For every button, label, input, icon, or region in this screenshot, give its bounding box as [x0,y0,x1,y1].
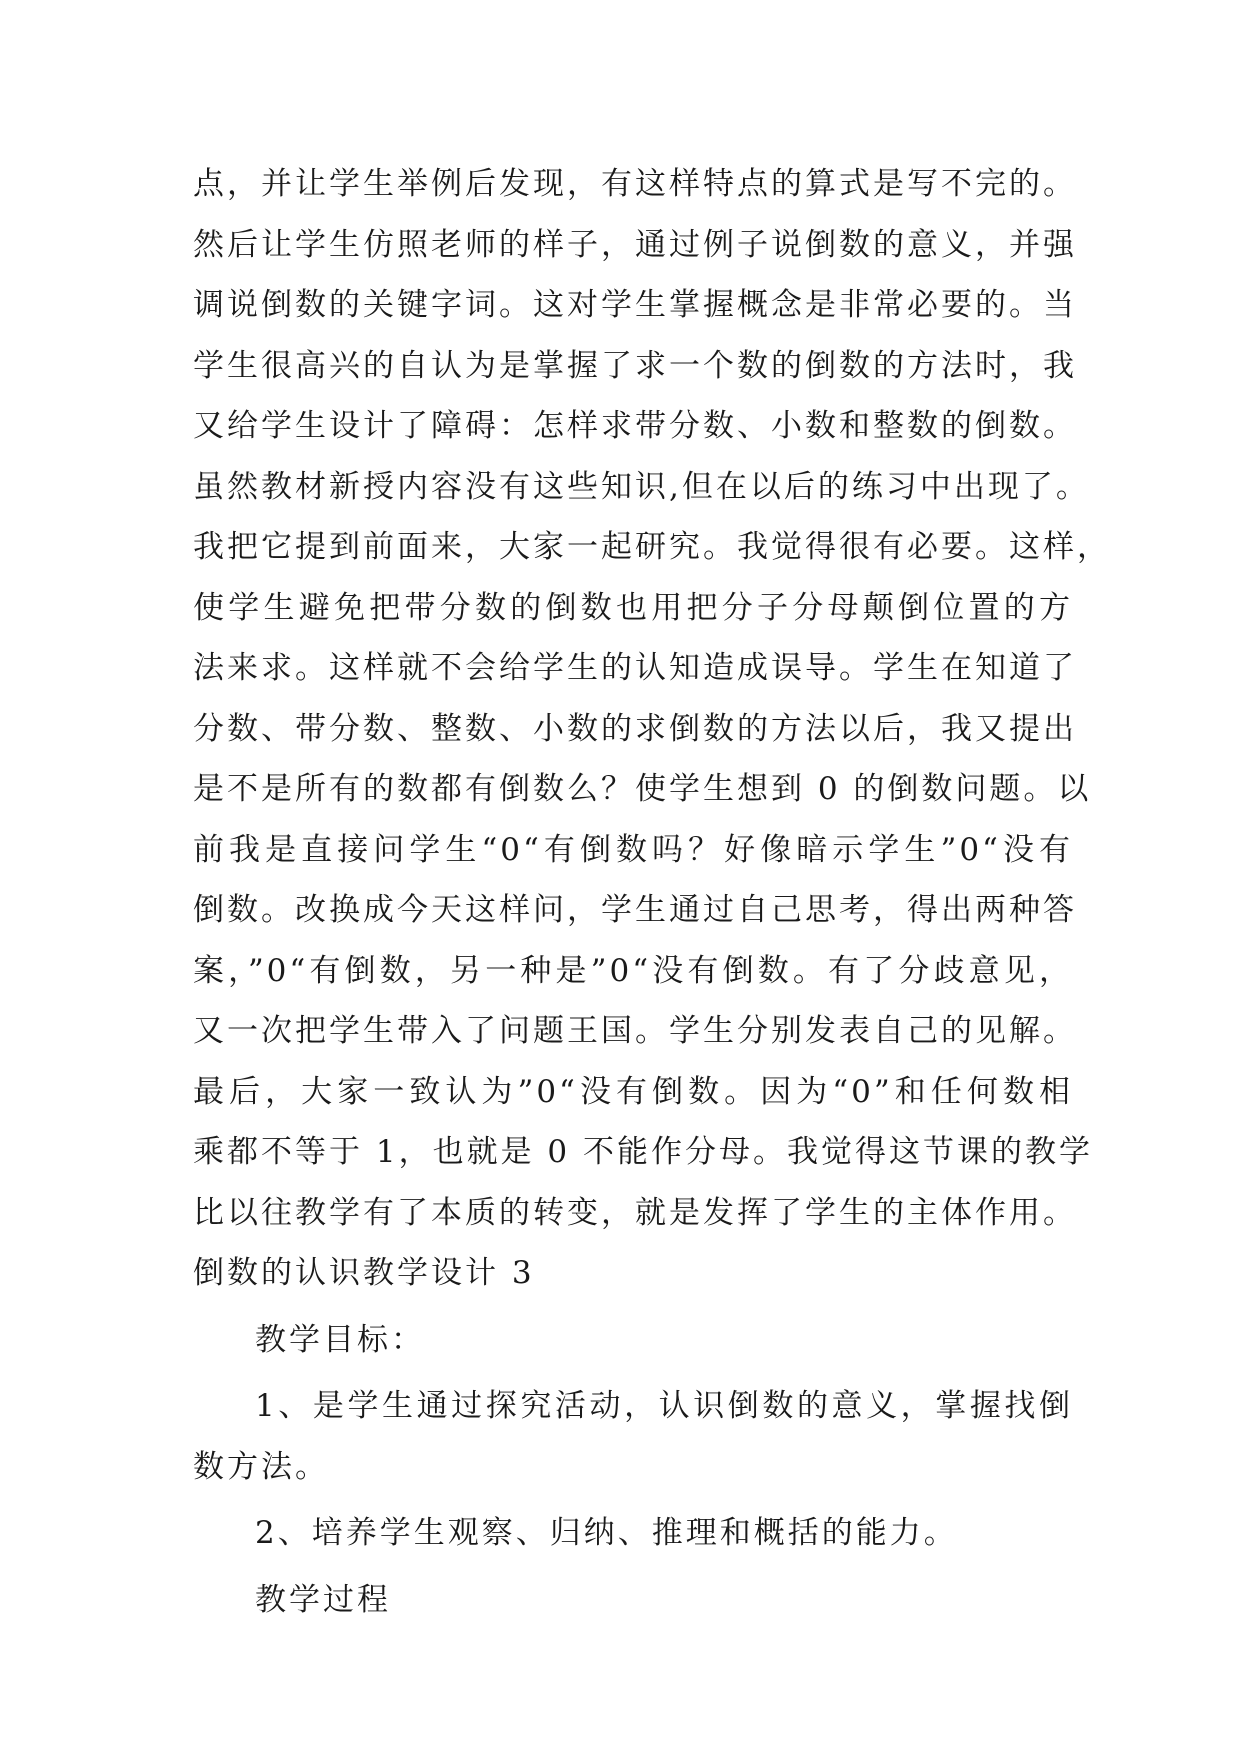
goal-1-line-2: 数方法。 [193,1448,329,1485]
paragraph-line: 是不是所有的数都有倒数么？使学生想到 0 的倒数问题。以 [193,771,1092,807]
paragraph-line: 又给学生设计了障碍：怎样求带分数、小数和整数的倒数。 [193,408,1077,444]
paragraph-line: 我把它提到前面来，大家一起研究。我觉得很有必要。这样， [193,529,1111,565]
paragraph-line: 然后让学生仿照老师的样子，通过例子说倒数的意义，并强 [193,226,1077,263]
paragraph-line: 前我是直接问学生“0“有倒数吗？好像暗示学生”0“没有 [193,831,1073,868]
paragraph-line: 学生很高兴的自认为是掌握了求一个数的倒数的方法时，我 [193,347,1077,384]
paragraph-line: 虽然教材新授内容没有这些知识,但在以后的练习中出现了。 [193,468,1090,505]
process-heading: 教学过程 [255,1581,391,1618]
paragraph-line: 比以往教学有了本质的转变，就是发挥了学生的主体作用。 [193,1194,1077,1231]
goals-heading: 教学目标： [255,1321,425,1358]
goal-1-line-1: 1、是学生通过探究活动，认识倒数的意义，掌握找倒 [255,1388,1073,1424]
paragraph-line: 乘都不等于 1，也就是 0 不能作分母。我觉得这节课的教学 [193,1134,1094,1170]
paragraph-line: 倒数。改换成今天这样问，学生通过自己思考，得出两种答 [193,892,1077,928]
paragraph-line: 分数、带分数、整数、小数的求倒数的方法以后，我又提出 [193,710,1077,747]
paragraph-line: 法来求。这样就不会给学生的认知造成误导。学生在知道了 [193,650,1077,686]
paragraph-line: 使学生避免把带分数的倒数也用把分子分母颠倒位置的方 [193,589,1073,626]
paragraph-line: 又一次把学生带入了问题王国。学生分别发表自己的见解。 [193,1013,1077,1049]
goal-2: 2、培养学生观察、归纳、推理和概括的能力。 [255,1515,958,1551]
document-body [193,154,1111,1630]
section-title: 倒数的认识教学设计 3 [193,1255,535,1291]
paragraph-line: 案，”0“有倒数，另一种是”0“没有倒数。有了分歧意见， [193,952,1073,989]
paragraph-line: 点，并让学生举例后发现，有这样特点的算式是写不完的。 [193,166,1077,202]
paragraph-line: 调说倒数的关键字词。这对学生掌握概念是非常必要的。当 [193,287,1077,323]
paragraph-line: 最后，大家一致认为”0“没有倒数。因为“0”和任何数相 [193,1073,1073,1110]
